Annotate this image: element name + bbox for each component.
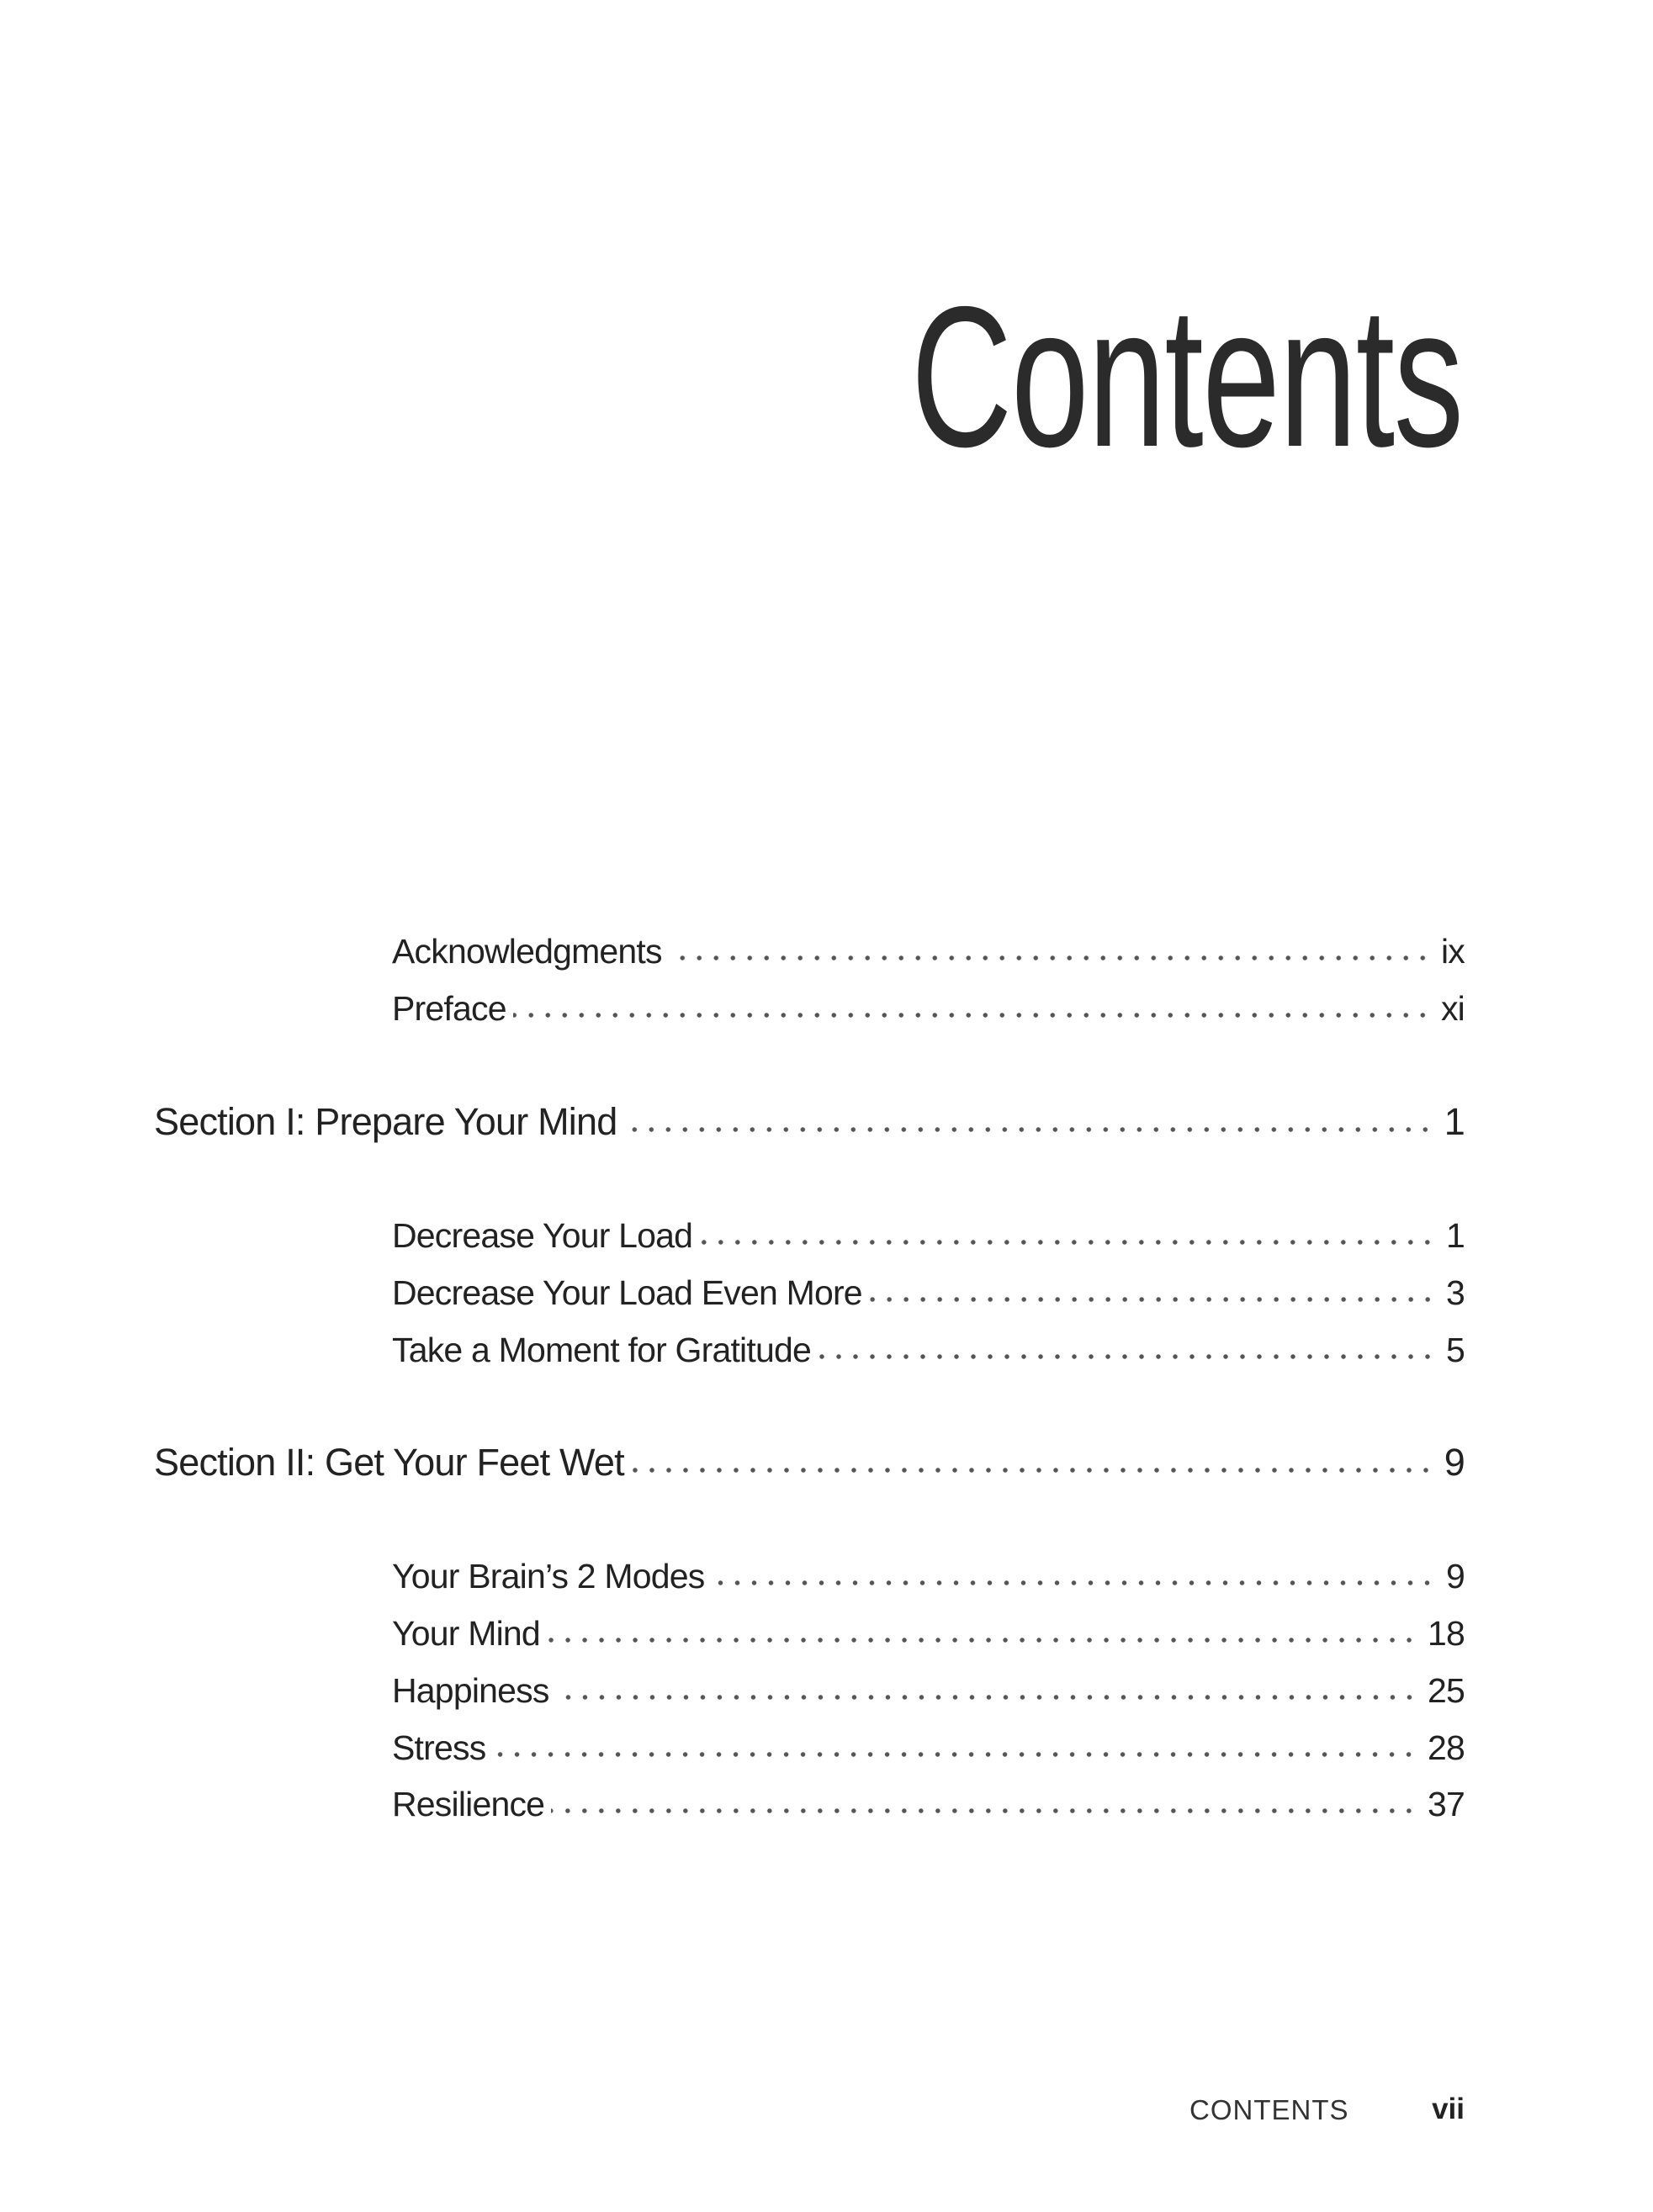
dot-leader: [492, 1751, 1417, 1758]
toc-entry[interactable]: [392, 1728, 1465, 1768]
dot-leader: [547, 1637, 1417, 1643]
page-title: Contents: [911, 266, 1463, 489]
toc-entry-page: 1: [1445, 1216, 1465, 1255]
page-number: vii: [1432, 2093, 1465, 2125]
toc-entry[interactable]: [392, 1273, 1465, 1313]
dot-leader: [551, 1807, 1417, 1814]
toc-entry-page: 28: [1427, 1728, 1465, 1767]
dot-leader: [818, 1353, 1436, 1360]
toc-entry-page: 9: [1445, 1557, 1465, 1595]
dot-leader: [623, 1126, 1433, 1133]
toc-entry[interactable]: [392, 989, 1465, 1029]
toc-entry-label: Decrease Your Load Even More: [392, 1273, 862, 1312]
toc-entry-label: Take a Moment for Gratitude: [392, 1331, 811, 1369]
toc-section-page: 9: [1444, 1441, 1465, 1484]
toc-entry-label: Happiness: [392, 1671, 549, 1710]
toc-section-label: Section I: Prepare Your Mind: [154, 1100, 617, 1143]
dot-leader: [556, 1694, 1417, 1701]
toc-section[interactable]: [154, 1100, 1465, 1144]
toc-entry-label: Your Mind: [392, 1614, 540, 1653]
toc-section-page: 1: [1444, 1100, 1465, 1143]
toc-entry-page: 18: [1427, 1614, 1465, 1653]
toc-section[interactable]: [154, 1441, 1465, 1484]
toc-entry-page: 25: [1427, 1671, 1465, 1710]
toc-entry[interactable]: [392, 1331, 1465, 1370]
toc-entry-page: ix: [1440, 932, 1465, 971]
toc-entry-page: xi: [1440, 989, 1465, 1028]
toc-section-label: Section II: Get Your Feet Wet: [154, 1441, 624, 1484]
toc-entry-page: 3: [1445, 1273, 1465, 1312]
toc-entry-label: Decrease Your Load: [392, 1216, 693, 1255]
toc-entry-label: Resilience: [392, 1785, 545, 1823]
dot-leader: [669, 955, 1431, 961]
toc-entry-label: Acknowledgments: [392, 932, 662, 971]
toc-entry[interactable]: [392, 932, 1465, 971]
toc-entry-label: Preface: [392, 989, 506, 1028]
dot-leader: [869, 1296, 1436, 1303]
running-footer-label: CONTENTS: [1189, 2094, 1349, 2125]
dot-leader: [631, 1467, 1434, 1474]
dot-leader: [711, 1580, 1436, 1586]
toc-entry[interactable]: [392, 1785, 1465, 1824]
toc-entry[interactable]: [392, 1216, 1465, 1256]
toc-entry[interactable]: [392, 1671, 1465, 1711]
toc-entry[interactable]: [392, 1614, 1465, 1654]
dot-leader: [699, 1239, 1436, 1246]
toc-entry-page: 37: [1427, 1785, 1465, 1823]
toc-entry-page: 5: [1445, 1331, 1465, 1369]
toc-entry-label: Your Brain’s 2 Modes: [392, 1557, 705, 1595]
toc-entry-label: Stress: [392, 1728, 486, 1767]
dot-leader: [513, 1012, 1431, 1019]
toc-entry[interactable]: [392, 1557, 1465, 1596]
